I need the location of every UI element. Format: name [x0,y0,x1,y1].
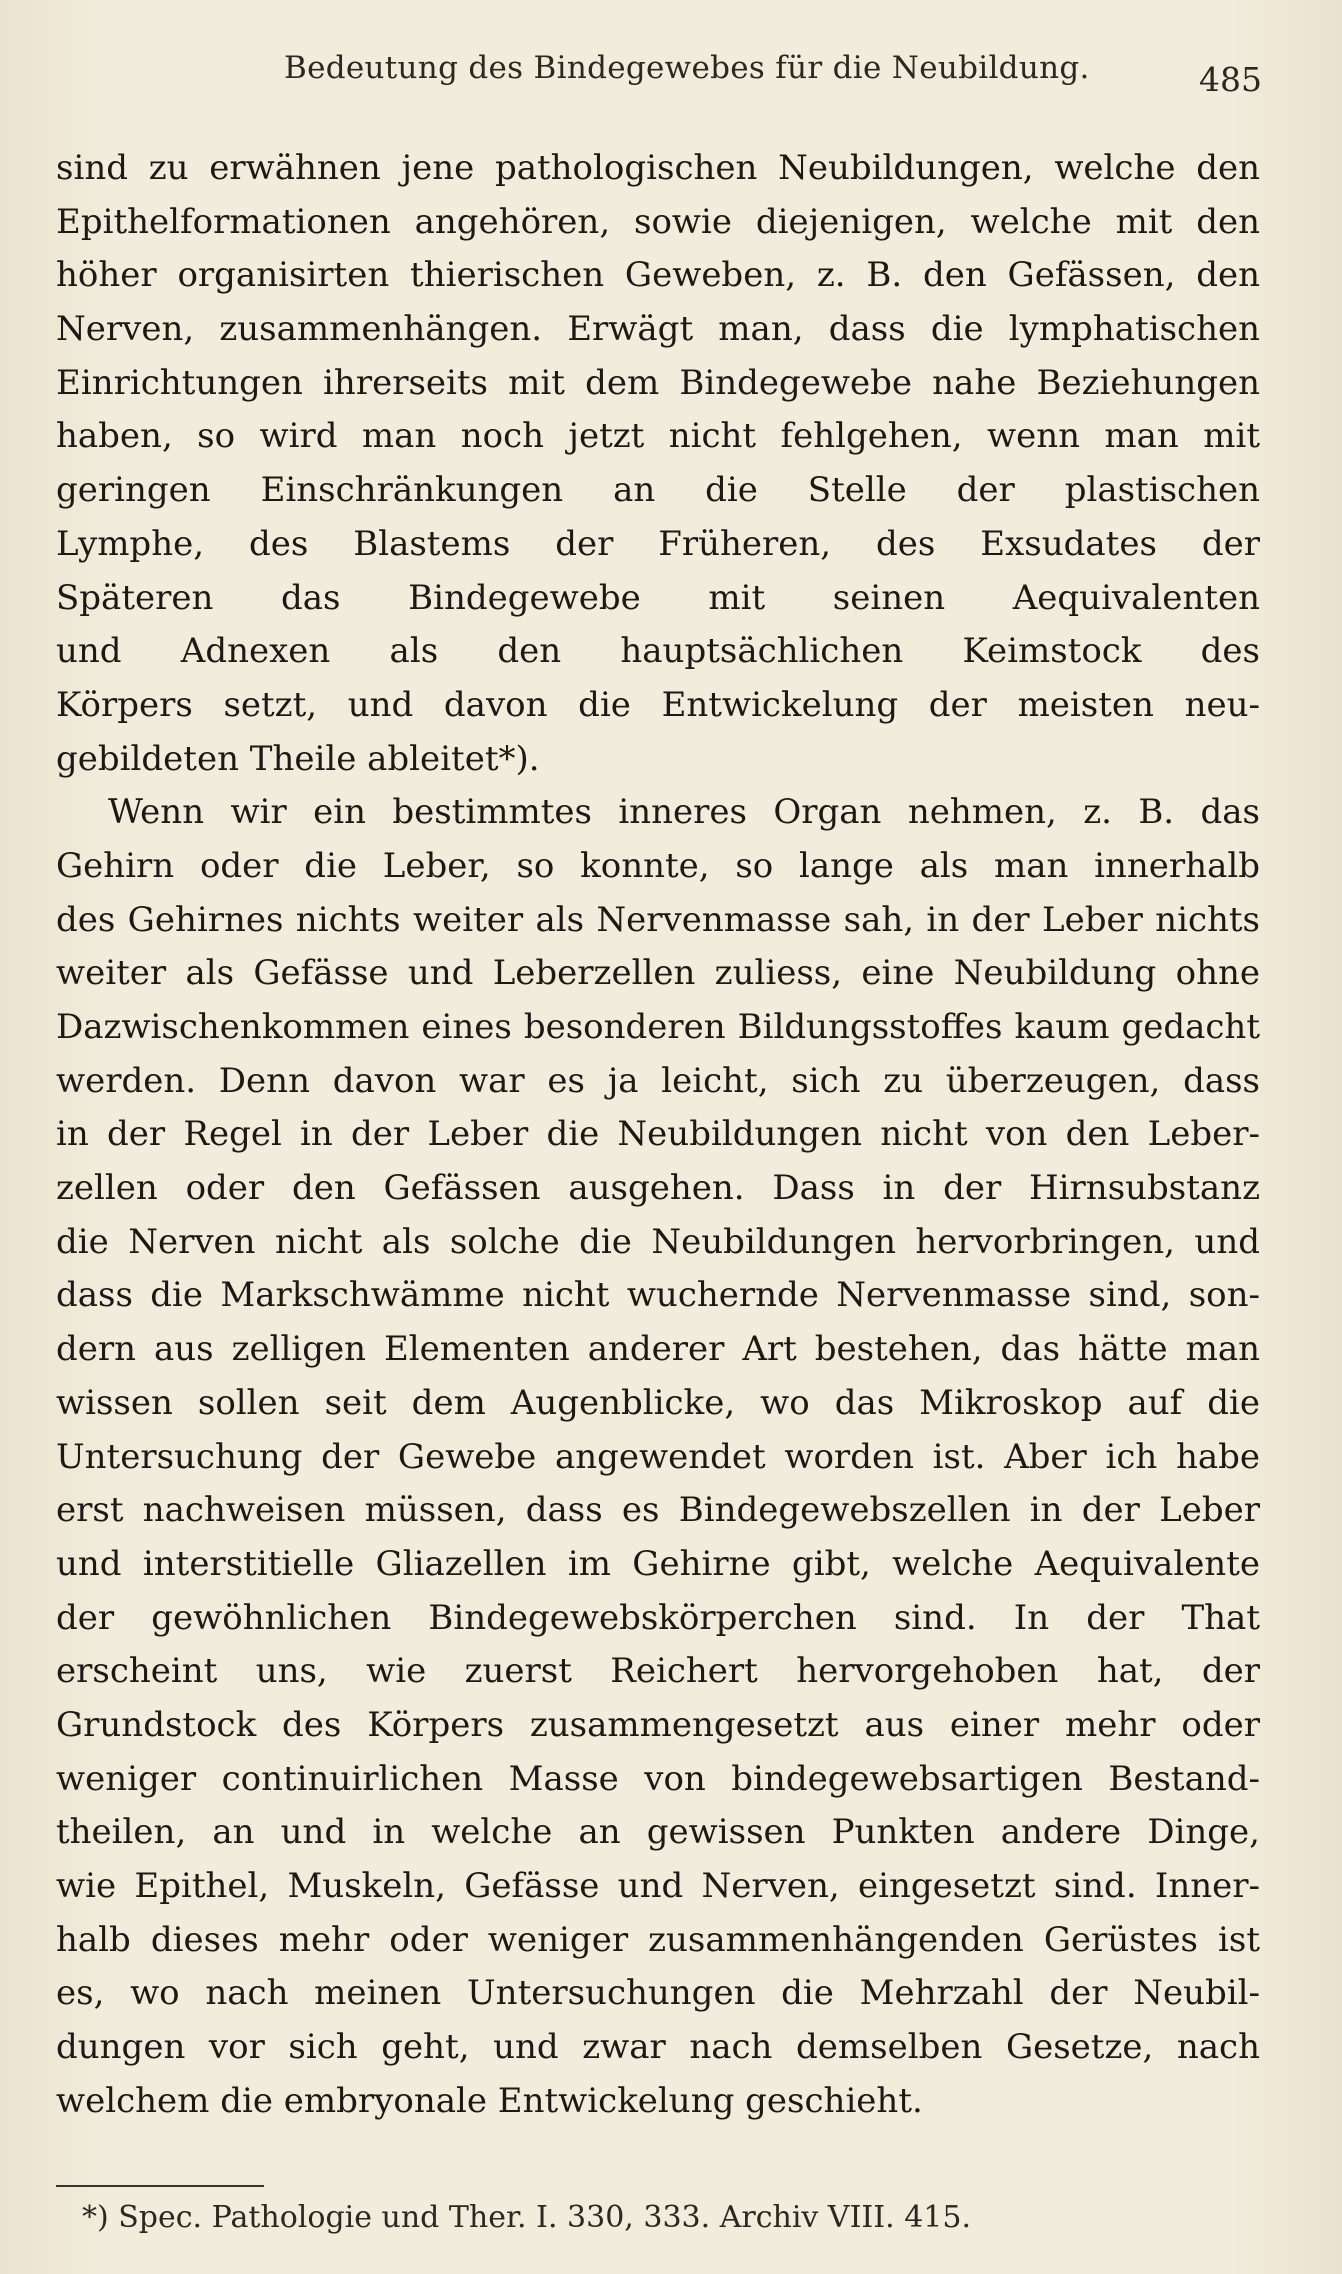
text-line: des Gehirnes nichts weiter als Nervenmasse sah, in der Leber nichts [56,899,1260,940]
text-line: Untersuchung der Gewebe angewendet worden ist. Aber ich habe [56,1436,1260,1477]
text-line: Gehirn oder die Leber, so konnte, so lange als man innerhalb [56,845,1260,886]
footnote-divider [56,2185,264,2187]
page-number: 485 [1199,60,1262,99]
text-line: und interstitielle Gliazellen im Gehirne gibt, welche Aequivalente [56,1543,1260,1584]
text-line: und Adnexen als den hauptsächlichen Keimstock des [56,631,1260,672]
text-line: erscheint uns, wie zuerst Reichert hervorgehoben hat, der [56,1651,1260,1692]
text-line: Dazwischenkommen eines besonderen Bildungsstoffes kaum gedacht [56,1007,1260,1047]
text-line: der gewöhnlichen Bindegewebskörperchen sind. In der That [56,1597,1260,1638]
text-line: wie Epithel, Muskeln, Gefässe und Nerven, eingesetzt sind. Inner- [56,1866,1260,1906]
text-line: Einrichtungen ihrerseits mit dem Bindegewebe nahe Beziehungen [56,362,1260,403]
text-line: wissen sollen seit dem Augenblicke, wo das Mikroskop auf die [56,1382,1260,1423]
page-header [0,46,1342,106]
text-line: Nerven, zusammenhängen. Erwägt man, dass die lymphatischen [56,309,1260,350]
text-line: haben, so wird man noch jetzt nicht fehlgehen, wenn man mit [56,416,1260,457]
text-line: Wenn wir ein bestimmtes inneres Organ nehmen, z. B. das [108,792,1260,833]
text-line: dern aus zelligen Elementen anderer Art bestehen, das hätte man [56,1329,1260,1370]
text-line: geringen Einschränkungen an die Stelle der plastischen [56,470,1260,511]
text-line: weniger continuirlichen Masse von bindegewebsartigen Bestand- [56,1758,1260,1799]
text-line: Späteren das Bindegewebe mit seinen Aequivalenten [56,577,1260,618]
text-line: es, wo nach meinen Untersuchungen die Mehrzahl der Neubil- [56,1973,1260,2014]
text-line: dungen vor sich geht, und zwar nach demselben Gesetze, nach [56,2027,1260,2068]
footnote: *) Spec. Pathologie und Ther. I. 330, 333. Archiv VIII. 415. [82,2200,971,2235]
running-title: Bedeutung des Bindegewebes für die Neubildung. [284,50,1090,86]
text-line: dass die Markschwämme nicht wuchernde Nervenmasse sind, son- [56,1275,1260,1316]
text-line: werden. Denn davon war es ja leicht, sich zu überzeugen, dass [56,1060,1260,1101]
text-line: die Nerven nicht als solche die Neubildungen hervorbringen, und [56,1221,1260,1262]
text-line: Körpers setzt, und davon die Entwickelung der meisten neu- [56,684,1260,725]
text-line: weiter als Gefässe und Leberzellen zuliess, eine Neubildung ohne [56,953,1260,994]
text-line: sind zu erwähnen jene pathologischen Neubildungen, welche den [56,148,1260,188]
text-line: gebildeten Theile ableitet*). [56,738,540,779]
text-line: zellen oder den Gefässen ausgehen. Dass in der Hirnsubstanz [56,1168,1260,1209]
text-line: in der Regel in der Leber die Neubildungen nicht von den Leber- [56,1114,1260,1155]
text-line: Epithelformationen angehören, sowie diejenigen, welche mit den [56,201,1260,242]
body-text [56,142,1260,2128]
text-line: theilen, an und in welche an gewissen Punkten andere Dinge, [56,1812,1260,1853]
text-line: Grundstock des Körpers zusammengesetzt aus einer mehr oder [56,1704,1260,1745]
text-line: Lymphe, des Blastems der Früheren, des Exsudates der [56,523,1260,564]
text-line: erst nachweisen müssen, dass es Bindegewebszellen in der Leber [56,1490,1260,1531]
text-line: halb dieses mehr oder weniger zusammenhängenden Gerüstes ist [56,1919,1260,1960]
text-line: welchem die embryonale Entwickelung geschieht. [56,2080,923,2121]
text-line: höher organisirten thierischen Geweben, z. B. den Gefässen, den [56,255,1260,296]
